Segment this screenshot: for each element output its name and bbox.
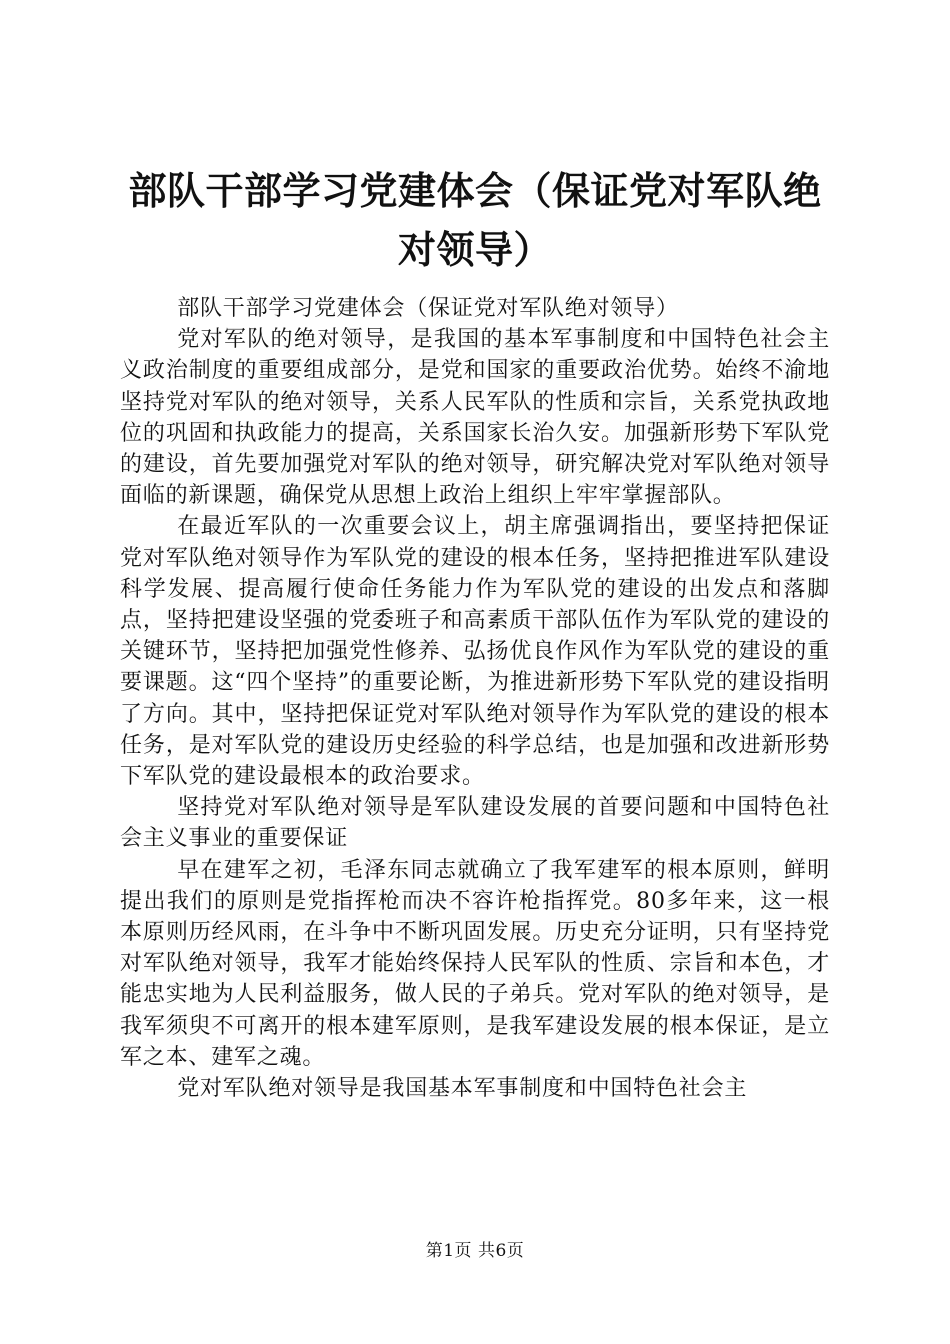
page-footer: 第1页 共6页 <box>425 1241 525 1261</box>
body-paragraph: 在最近军队的一次重要会议上，胡主席强调指出，要坚持把保证党对军队绝对领导作为军队党的建设的根本任务，坚持把推进军队建设科学发展、提高履行使命任务能力作为军队党的建设的出发点和落脚点，坚持把建设坚强的党委班子和高素质干部队伍作为军队党的建设的关键环节，坚持把加强党性修养、弘扬优良作风作为军队党的建设的重要课题。这“四个坚持”的重要论断，为推进新形势下军队党的建设指明了方向。其中，坚持把保证党对军队绝对领导作为军队党的建设的根本任务，是对军队党的建设历史经验的科学总结，也是加强和改进新形势下军队党的建设最根本的政治要求。 <box>120 514 830 790</box>
document-body <box>120 293 830 1104</box>
document-title: 部队干部学习党建体会（保证党对军队绝对领导） <box>128 169 822 272</box>
body-paragraph: 党对军队的绝对领导，是我国的基本军事制度和中国特色社会主义政治制度的重要组成部分，是党和国家的重要政治优势。始终不渝地坚持党对军队的绝对领导，关系人民军队的性质和宗旨，关系党执政地位的巩固和执政能力的提高，关系国家长治久安。加强新形势下军队党的建设，首先要加强党对军队的绝对领导，研究解决党对军队绝对领导面临的新课题，确保党从思想上政治上组织上牢牢掌握部队。 <box>120 327 830 509</box>
body-paragraph: 党对军队绝对领导是我国基本军事制度和中国特色社会主 <box>177 1076 748 1102</box>
subtitle-paragraph: 部队干部学习党建体会（保证党对军队绝对领导） <box>177 296 679 321</box>
section-heading-paragraph: 坚持党对军队绝对领导是军队建设发展的首要问题和中国特色社会主义事业的重要保证 <box>120 795 830 852</box>
body-paragraph: 早在建军之初，毛泽东同志就确立了我军建军的根本原则，鲜明提出我们的原则是党指挥枪而决不容许枪指挥党。80多年来，这一根本原则历经风雨，在斗争中不断巩固发展。历史充分证明，只有坚持党对军队绝对领导，我军才能始终保持人民军队的性质、宗旨和本色，才能忠实地为人民利益服务，做人民的子弟兵。党对军队的绝对领导，是我军须臾不可离开的根本建军原则，是我军建设发展的根本保证，是立军之本、建军之魂。 <box>120 857 830 1070</box>
